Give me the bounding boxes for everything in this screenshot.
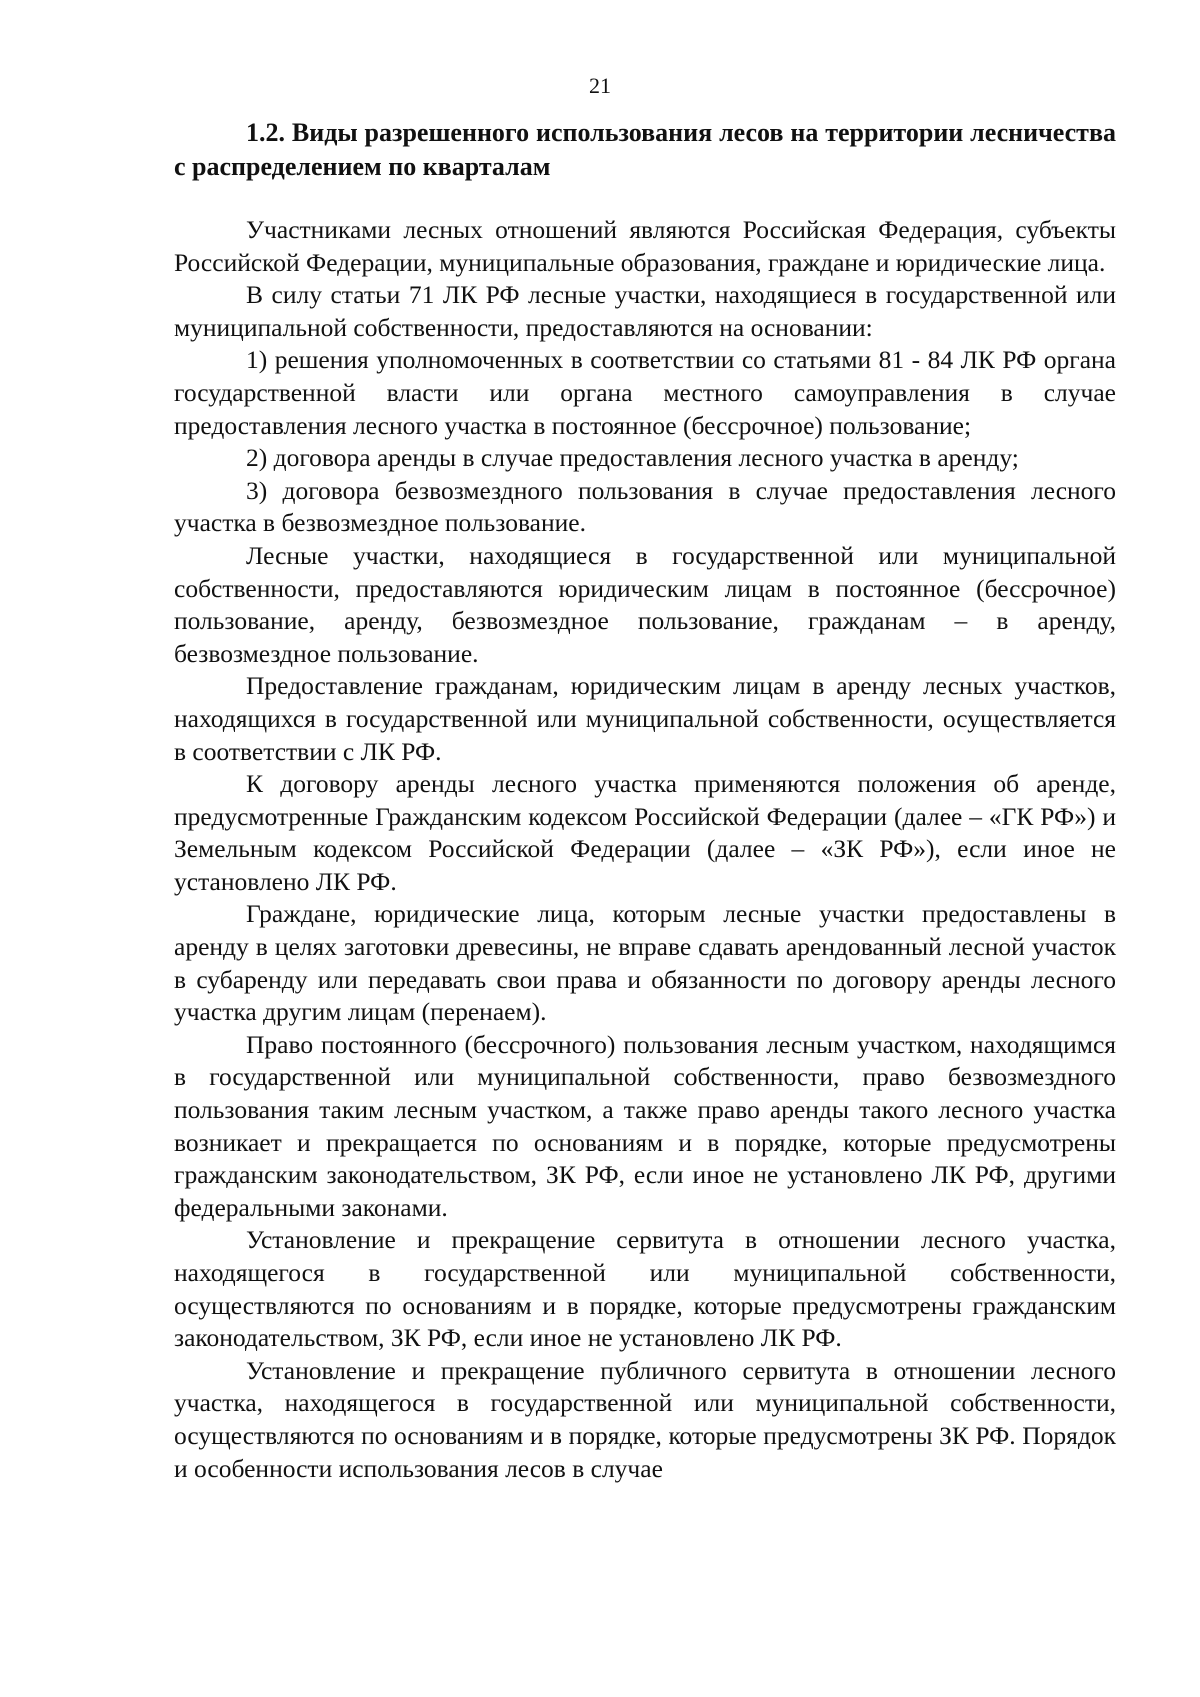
list-item-3: 3) договора безвозмездного пользования в случае предоставления лесного участка в безвозмездное пользование. bbox=[174, 475, 1116, 538]
document-body bbox=[174, 116, 1116, 1485]
paragraph-sublease: Граждане, юридические лица, которым лесные участки предоставлены в аренду в целях заготовки древесины, не вправе сдавать арендованный лесной участок в субаренду или передавать свои права и обязанности по договору аренды лесного участка другим лицам (перенаем). bbox=[174, 899, 1116, 1027]
paragraph-participants: Участниками лесных отношений являются Российская Федерация, субъекты Российской Федерации, муниципальные образования, граждане и юридические лица. bbox=[174, 215, 1116, 277]
paragraph-article-71: В силу статьи 71 ЛК РФ лесные участки, находящиеся в государственной или муниципальной собственности, предоставляются на основании: bbox=[174, 280, 1116, 342]
page-number: 21 bbox=[589, 73, 611, 98]
paragraph-rights: Право постоянного (бессрочного) пользования лесным участком, находящимся в государственной или муниципальной собственности, право безвозмездного пользования таким лесным участком, а также право аренды такого лесного участка возникает и прекращается по основаниям и в порядке, которые предусмотрены гражданским законодательством, ЗК РФ, если иное не установлено ЛК РФ, другими федеральными законами. bbox=[174, 1029, 1116, 1222]
paragraph-servitude: Установление и прекращение сервитута в отношении лесного участка, находящегося в государственной или муниципальной собственности, осуществляются по основаниям и в порядке, которые предусмотрены гражданским законодательством, ЗК РФ, если иное не установлено ЛК РФ. bbox=[174, 1225, 1116, 1353]
section-heading: 1.2. Виды разрешенного использования лесов на территории лесничества с распределением по кварталам bbox=[174, 118, 1116, 181]
paragraph-lease-provision: Предоставление гражданам, юридическим лицам в аренду лесных участков, находящихся в государственной или муниципальной собственности, осуществляется в соответствии с ЛК РФ. bbox=[174, 671, 1116, 766]
paragraph-lease-contract: К договору аренды лесного участка применяются положения об аренде, предусмотренные Гражданским кодексом Российской Федерации (далее – «ГК РФ») и Земельным кодексом Российской Федерации (далее – «ЗК РФ»), если иное не установлено ЛК РФ. bbox=[174, 769, 1116, 896]
list-item-2: 2) договора аренды в случае предоставления лесного участка в аренду; bbox=[246, 443, 1019, 473]
paragraph-provision: Лесные участки, находящиеся в государственной или муниципальной собственности, предоставляются юридическим лицам в постоянное (бессрочное) пользование, аренду, безвозмездное пользование, гражданам – в аренду, безвозмездное пользование. bbox=[174, 540, 1116, 668]
paragraph-public-servitude: Установление и прекращение публичного сервитута в отношении лесного участка, находящегося в государственной или муниципальной собственности, осуществляются по основаниям и в порядке, которые предусмотрены ЗК РФ. Порядок и особенности использования лесов в случае bbox=[174, 1355, 1116, 1483]
list-item-1: 1) решения уполномоченных в соответствии со статьями 81 - 84 ЛК РФ органа государственной власти или органа местного самоуправления в случае предоставления лесного участка в постоянное (бессрочное) пользование; bbox=[174, 345, 1116, 440]
